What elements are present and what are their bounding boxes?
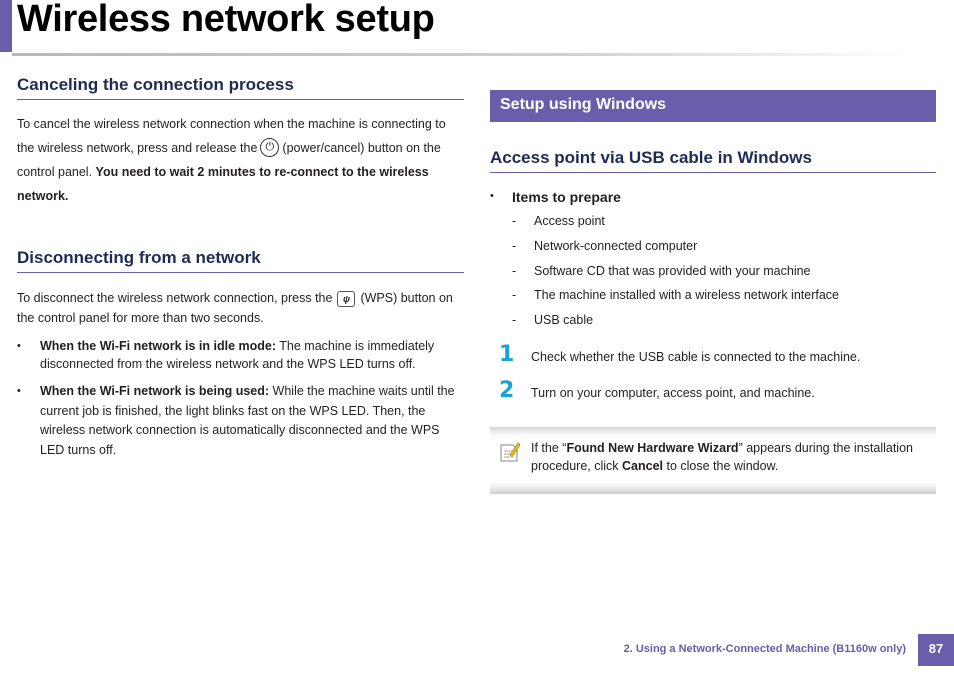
note-text-part: ” appears during the installation procedure, click xyxy=(531,440,913,473)
items-list xyxy=(490,209,936,333)
note-bold-cancel: Cancel xyxy=(622,458,664,473)
disconnect-text-1: To disconnect the wireless network connection, press the xyxy=(17,291,333,305)
cancel-bold-note: You need to wait 2 minutes to re-connect to the wireless network. xyxy=(17,165,429,203)
disconnect-paragraph xyxy=(17,288,464,328)
page-number: 87 xyxy=(918,634,954,666)
title-accent-bar xyxy=(0,0,12,52)
step-text: Check whether the USB cable is connected to the machine. xyxy=(531,349,861,364)
cancel-text-2: (power/cancel) button on the control panel. xyxy=(17,141,441,179)
step-text: Turn on your computer, access point, and machine. xyxy=(531,385,815,400)
setup-heading-box: Setup using Windows xyxy=(490,90,936,122)
note-bold-wizard: Found New Hardware Wizard xyxy=(566,440,739,455)
left-column xyxy=(17,75,464,460)
list-item: - The machine installed with a wireless network interface xyxy=(490,283,936,308)
list-item: - Access point xyxy=(490,209,936,234)
list-item xyxy=(17,337,464,373)
note-pencil-icon xyxy=(498,441,520,463)
list-item: - Network-connected computer xyxy=(490,234,936,259)
step-number: 2 xyxy=(499,377,515,403)
disconnect-bullet-list xyxy=(17,337,464,460)
step-number: 1 xyxy=(499,341,515,367)
cancel-text-1: To cancel the wireless network connection when the machine is connecting to the wireless network, press and release the xyxy=(17,117,446,155)
power-icon: ⏻ xyxy=(260,138,279,157)
list-item xyxy=(17,382,464,460)
step-item xyxy=(490,377,936,419)
list-item: - Software CD that was provided with your machine xyxy=(490,259,936,284)
bullet-bold: When the Wi-Fi network is in idle mode: xyxy=(40,339,277,353)
bullet-text: While the machine waits until the current job is finished, the light blinks fast on the WPS LED. Then, the wireless network connection is automatically disconnected and the WPS LED turns off. xyxy=(40,384,455,457)
footer-chapter: 2. Using a Network-Connected Machine (B1160w only) xyxy=(623,643,906,655)
bullet-text: The machine is immediately disconnected from the wireless network and the WPS LED turns off. xyxy=(40,339,435,371)
wps-icon: ψ xyxy=(337,291,355,307)
list-item: - USB cable xyxy=(490,308,936,333)
note-text xyxy=(531,439,926,475)
disconnect-text-2: (WPS) button on the control panel for more than two seconds. xyxy=(17,291,453,325)
note-box xyxy=(490,427,936,494)
page-title: Wireless network setup xyxy=(17,0,435,40)
section-heading-usb: Access point via USB cable in Windows xyxy=(490,148,936,173)
steps-list xyxy=(490,341,936,419)
title-rule xyxy=(12,53,917,56)
section-heading-cancel: Canceling the connection process xyxy=(17,75,464,100)
note-text-part: If the “ xyxy=(531,440,567,455)
note-text-part: to close the window. xyxy=(663,458,779,473)
items-heading: • Items to prepare xyxy=(490,189,936,205)
step-item xyxy=(490,341,936,383)
section-heading-disconnect: Disconnecting from a network xyxy=(17,248,464,273)
bullet-bold: When the Wi-Fi network is being used: xyxy=(40,384,270,398)
right-column xyxy=(490,90,936,494)
cancel-paragraph xyxy=(17,112,464,208)
